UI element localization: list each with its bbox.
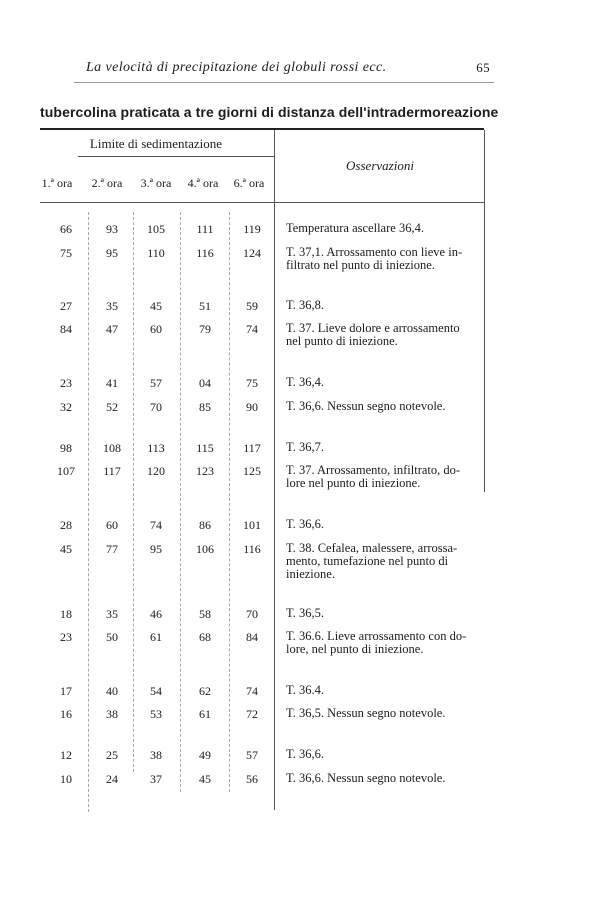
observation: T. 37,1. Arrossamento con lieve in- filtrato nel punto di iniezione. [286, 245, 463, 272]
value-hour-4: 123 [196, 464, 214, 478]
hour-header-6: 6.ª ora [233, 176, 265, 190]
value-hour-3: 46 [150, 607, 162, 621]
observation: T. 38. Cefalea, malessere, arrossa- mento, tumefazione nel punto di iniezione. [286, 541, 458, 581]
value-hour-6: 124 [243, 246, 261, 260]
table-right-border [484, 130, 485, 492]
running-head-title: La velocità di precipitazione dei globuli rossi ecc. [86, 60, 387, 75]
observation: T. 36,6. [286, 517, 324, 531]
value-hour-3: 38 [150, 748, 162, 762]
hour-header-2: 2.ª ora [91, 176, 123, 190]
header-rule [74, 82, 494, 83]
value-hour-6: 74 [246, 322, 258, 336]
value-hour-3: 105 [147, 222, 165, 236]
value-hour-2: 25 [106, 748, 118, 762]
value-hour-3: 110 [147, 246, 165, 260]
value-hour-1: 28 [60, 518, 72, 532]
value-hour-1: 23 [60, 630, 72, 644]
value-hour-3: 54 [150, 684, 162, 698]
value-hour-2: 40 [106, 684, 118, 698]
value-hour-6: 117 [243, 441, 261, 455]
value-hour-1: 98 [60, 441, 72, 455]
running-head [86, 60, 490, 76]
observation: T. 36,5. Nessun segno notevole. [286, 706, 446, 720]
value-hour-2: 60 [106, 518, 118, 532]
observation: T. 36,5. [286, 606, 324, 620]
value-hour-1: 18 [60, 607, 72, 621]
value-hour-4: 04 [199, 376, 211, 390]
observation: T. 37. Arrossamento, infiltrato, do- lore nel punto di iniezione. [286, 463, 461, 490]
observation: T. 36,7. [286, 440, 324, 454]
value-hour-2: 117 [103, 464, 121, 478]
observation: T. 36,4. [286, 375, 324, 389]
value-hour-2: 24 [106, 772, 118, 786]
value-hour-1: 23 [60, 376, 72, 390]
value-hour-4: 62 [199, 684, 211, 698]
value-hour-2: 35 [106, 299, 118, 313]
value-hour-3: 61 [150, 630, 162, 644]
value-hour-6: 70 [246, 607, 258, 621]
observation: T. 36.4. [286, 683, 324, 697]
value-hour-6: 59 [246, 299, 258, 313]
observation: T. 36,8. [286, 298, 324, 312]
value-hour-4: 115 [196, 441, 214, 455]
value-hour-4: 79 [199, 322, 211, 336]
value-hour-6: 116 [243, 542, 261, 556]
value-hour-6: 125 [243, 464, 261, 478]
observation: T. 36,6. [286, 747, 324, 761]
observation: T. 36,6. Nessun segno notevole. [286, 399, 446, 413]
hour-header-4: 4.ª ora [187, 176, 219, 190]
header-bottom-rule [40, 202, 484, 203]
observation: T. 36.6. Lieve arrossamento con do- lore, nel punto di iniezione. [286, 629, 467, 656]
value-hour-3: 70 [150, 400, 162, 414]
value-hour-3: 74 [150, 518, 162, 532]
value-hour-4: 116 [196, 246, 214, 260]
value-hour-3: 95 [150, 542, 162, 556]
value-hour-6: 74 [246, 684, 258, 698]
value-hour-6: 56 [246, 772, 258, 786]
value-hour-1: 66 [60, 222, 72, 236]
value-hour-6: 90 [246, 400, 258, 414]
value-hour-4: 51 [199, 299, 211, 313]
value-hour-2: 47 [106, 322, 118, 336]
value-hour-2: 50 [106, 630, 118, 644]
value-hour-3: 120 [147, 464, 165, 478]
hour-header-1: 1.ª ora [41, 176, 73, 190]
value-hour-1: 27 [60, 299, 72, 313]
value-hour-1: 16 [60, 707, 72, 721]
value-hour-1: 75 [60, 246, 72, 260]
value-hour-4: 111 [196, 222, 214, 236]
value-hour-4: 106 [196, 542, 214, 556]
group-header-rule [78, 156, 274, 157]
value-hour-6: 75 [246, 376, 258, 390]
table-heading: tubercolina praticata a tre giorni di distanza dell'intradermoreazione [40, 104, 499, 120]
value-hour-6: 84 [246, 630, 258, 644]
column-divider-1 [88, 212, 89, 812]
value-hour-2: 93 [106, 222, 118, 236]
value-hour-4: 85 [199, 400, 211, 414]
value-hour-4: 86 [199, 518, 211, 532]
column-divider-observations [274, 130, 275, 810]
value-hour-2: 41 [106, 376, 118, 390]
value-hour-1: 84 [60, 322, 72, 336]
value-hour-1: 32 [60, 400, 72, 414]
value-hour-4: 49 [199, 748, 211, 762]
value-hour-6: 57 [246, 748, 258, 762]
value-hour-4: 58 [199, 607, 211, 621]
value-hour-3: 53 [150, 707, 162, 721]
value-hour-6: 101 [243, 518, 261, 532]
value-hour-6: 72 [246, 707, 258, 721]
value-hour-4: 68 [199, 630, 211, 644]
column-divider-3 [180, 212, 181, 792]
value-hour-1: 10 [60, 772, 72, 786]
hour-header-3: 3.ª ora [140, 176, 172, 190]
value-hour-2: 38 [106, 707, 118, 721]
value-hour-2: 77 [106, 542, 118, 556]
value-hour-2: 108 [103, 441, 121, 455]
observation: T. 36,6. Nessun segno notevole. [286, 771, 446, 785]
page-number: 65 [476, 60, 490, 75]
value-hour-2: 52 [106, 400, 118, 414]
observation: T. 37. Lieve dolore e arrossamento nel punto di iniezione. [286, 321, 460, 348]
value-hour-2: 95 [106, 246, 118, 260]
value-hour-1: 45 [60, 542, 72, 556]
value-hour-3: 37 [150, 772, 162, 786]
value-hour-3: 60 [150, 322, 162, 336]
value-hour-3: 113 [147, 441, 165, 455]
value-hour-4: 61 [199, 707, 211, 721]
observations-header: Osservazioni [346, 158, 414, 173]
value-hour-4: 45 [199, 772, 211, 786]
value-hour-1: 17 [60, 684, 72, 698]
value-hour-6: 119 [243, 222, 261, 236]
heading-rule [40, 128, 484, 130]
group-header-sedimentation: Limite di sedimentazione [89, 136, 223, 151]
observation: Temperatura ascellare 36,4. [286, 221, 424, 235]
value-hour-1: 107 [57, 464, 75, 478]
value-hour-1: 12 [60, 748, 72, 762]
value-hour-3: 57 [150, 376, 162, 390]
value-hour-2: 35 [106, 607, 118, 621]
value-hour-3: 45 [150, 299, 162, 313]
